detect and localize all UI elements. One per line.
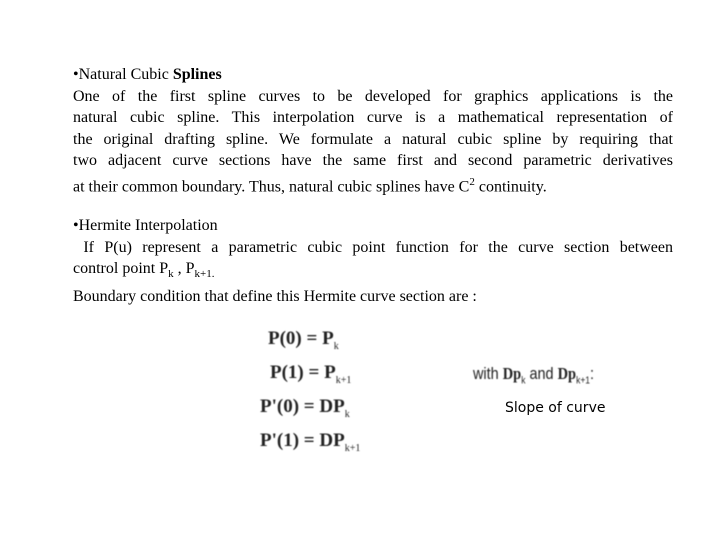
bullet: • <box>73 66 79 83</box>
bullet: • <box>73 217 79 234</box>
eq-lhs: P(1) <box>270 362 304 383</box>
superscript: 2 <box>469 175 475 188</box>
paragraph-line: Boundary condition that define this Hermite curve section are : <box>73 287 477 305</box>
equals: = <box>303 430 315 451</box>
equals: = <box>306 328 318 349</box>
eq-sub: k <box>344 408 350 420</box>
subscript: k <box>168 268 174 281</box>
eq-rhs: DP <box>319 430 345 451</box>
eq-lhs: P'(0) <box>260 396 300 417</box>
eq-rhs: P <box>324 362 336 383</box>
section-heading <box>73 215 673 237</box>
eq-lhs: P(0) <box>268 328 302 349</box>
text: : <box>590 364 595 383</box>
heading-text: Hermite Interpolation <box>78 217 218 234</box>
text: Dp <box>502 364 522 383</box>
paragraph-line: two adjacent curve sections have the same first and second parametric derivatives <box>73 152 673 169</box>
eq-rhs: DP <box>319 396 345 417</box>
paragraph-line <box>73 258 673 286</box>
equation-4 <box>260 430 360 454</box>
natural-cubic-splines-section <box>73 64 673 197</box>
text: , P <box>173 260 195 277</box>
equation-3 <box>260 396 350 420</box>
paragraph-line: the original drafting spline. We formulate a natural cubic spline by requiring that <box>73 130 673 148</box>
text: Dp <box>557 364 577 383</box>
heading-bold-text: Splines <box>172 66 222 83</box>
equals: = <box>303 396 315 417</box>
text: with <box>473 364 503 383</box>
heading-text: Natural Cubic <box>78 66 173 83</box>
text: control point P <box>73 260 169 277</box>
text: and <box>525 364 558 383</box>
paragraph-line <box>73 172 673 198</box>
subscript: k <box>521 375 526 387</box>
equals: = <box>308 362 320 383</box>
eq-sub: k+1 <box>335 374 352 386</box>
text: continuity. <box>474 177 547 195</box>
subscript: k+1 <box>576 375 591 387</box>
subscript: k+1. <box>194 268 215 281</box>
hermite-interpolation-section <box>73 215 673 307</box>
equation-2 <box>270 362 351 386</box>
paragraph-line: One of the first spline curves to be developed for graphics applications is the <box>73 87 673 105</box>
section-heading <box>73 64 673 86</box>
eq-sub: k <box>333 340 339 352</box>
paragraph-line: natural cubic spline. This interpolation curve is a mathematical representation of <box>73 109 673 126</box>
equation-1 <box>268 328 339 352</box>
eq-rhs: P <box>322 328 334 349</box>
eq-sub: k+1 <box>344 442 361 454</box>
slope-label: Slope of curve <box>505 400 606 416</box>
paragraph-line: If P(u) represent a parametric cubic point function for the curve section between <box>73 238 674 256</box>
text: at their common boundary. Thus, natural cubic splines have C <box>73 177 470 195</box>
eq-lhs: P'(1) <box>260 430 300 451</box>
derivative-note <box>473 364 594 386</box>
